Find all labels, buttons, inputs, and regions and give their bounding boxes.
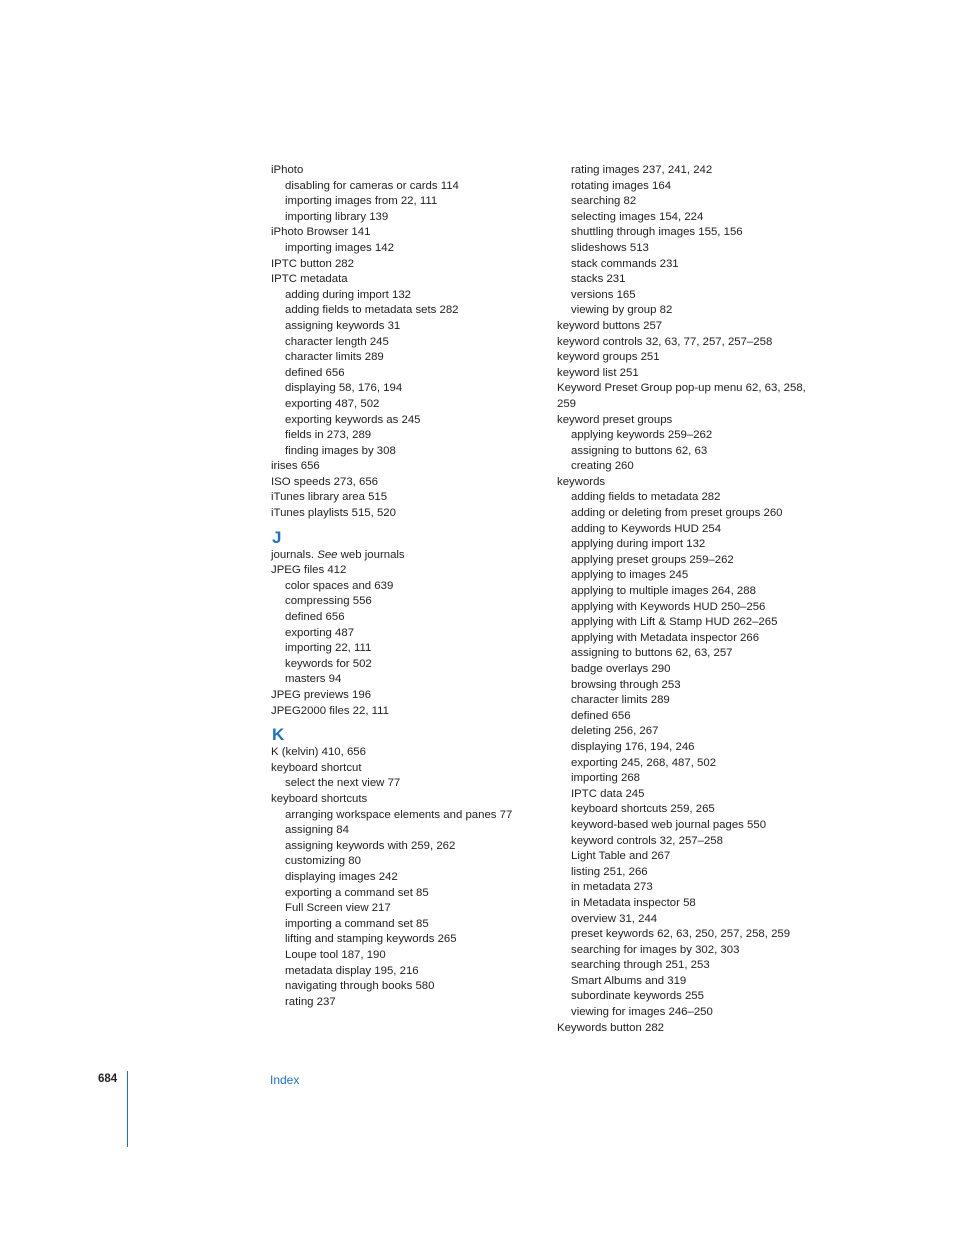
index-entry: iTunes library area 515 <box>271 491 388 504</box>
index-subentry: preset keywords 62, 63, 250, 257, 258, 259 <box>571 928 791 941</box>
index-subentry: subordinate keywords 255 <box>571 990 704 1003</box>
index-subentry: importing a command set 85 <box>285 917 429 930</box>
index-entry: irises 656 <box>271 460 320 473</box>
index-subentry: defined 656 <box>571 709 631 722</box>
index-subentry: disabling for cameras or cards 114 <box>285 179 459 192</box>
index-entry: keyword buttons 257 <box>557 319 663 332</box>
index-entry: keyword controls 32, 63, 77, 257, 257–258 <box>557 335 773 348</box>
index-subentry: metadata display 195, 216 <box>285 964 419 977</box>
index-subentry: applying with Lift & Stamp HUD 262–265 <box>571 616 778 629</box>
index-subentry: Smart Albums and 319 <box>571 974 687 987</box>
index-subentry: importing library 139 <box>285 210 389 223</box>
index-subentry: masters 94 <box>285 673 342 686</box>
index-subentry: keyboard shortcuts 259, 265 <box>571 803 715 816</box>
index-entry: JPEG files 412 <box>271 564 347 577</box>
index-entry: keyboard shortcuts <box>271 792 368 805</box>
index-entry: JPEG2000 files 22, 111 <box>271 704 389 717</box>
index-subentry: stacks 231 <box>571 273 626 286</box>
footer-divider <box>127 1071 128 1147</box>
index-subentry: applying with Metadata inspector 266 <box>571 631 760 644</box>
index-subentry: creating 260 <box>571 460 634 473</box>
index-entry: keyword list 251 <box>557 366 639 379</box>
index-subentry: overview 31, 244 <box>571 912 658 925</box>
index-subentry: defined 656 <box>285 611 345 624</box>
index-column-right <box>557 163 827 1036</box>
index-subentry: selecting images 154, 224 <box>571 210 704 223</box>
index-subentry: Light Table and 267 <box>571 850 671 863</box>
index-subentry: browsing through 253 <box>571 678 681 691</box>
index-subentry: arranging workspace elements and panes 77 <box>285 808 513 821</box>
index-subentry: exporting 487 <box>285 626 355 639</box>
index-subentry: rotating images 164 <box>571 179 672 192</box>
index-entry: JPEG previews 196 <box>271 689 372 701</box>
index-subentry: shuttling through images 155, 156 <box>571 226 743 239</box>
index-subentry: importing images from 22, 111 <box>285 195 438 208</box>
index-subentry: character length 245 <box>285 335 389 348</box>
index-entry: Keyword Preset Group pop-up menu 62, 63, 258, 259 <box>557 382 806 410</box>
index-entry: iPhoto Browser 141 <box>271 226 371 239</box>
index-subentry: searching 82 <box>571 195 637 208</box>
index-subentry: assigning keywords with 259, 262 <box>285 839 456 852</box>
index-subentry: keyword controls 32, 257–258 <box>571 834 723 847</box>
index-entry: IPTC metadata <box>271 273 348 286</box>
index-subentry: exporting keywords as 245 <box>285 413 421 426</box>
index-subentry: applying with Keywords HUD 250–256 <box>571 600 766 613</box>
index-subentry: lifting and stamping keywords 265 <box>285 933 457 946</box>
index-entry: IPTC button 282 <box>271 257 354 270</box>
index-subentry: assigning keywords 31 <box>285 319 401 332</box>
index-subentry: compressing 556 <box>285 595 372 608</box>
index-subentry: navigating through books 580 <box>285 980 435 993</box>
index-subentry: searching through 251, 253 <box>571 959 710 972</box>
index-subentry: in metadata 273 <box>571 881 653 894</box>
index-subentry: adding during import 132 <box>285 288 412 301</box>
index-subentry: fields in 273, 289 <box>285 429 372 442</box>
index-subentry: applying during import 132 <box>571 538 706 551</box>
index-subentry: keyword-based web journal pages 550 <box>571 818 767 831</box>
index-subentry: exporting 245, 268, 487, 502 <box>571 756 717 769</box>
footer-section-label: Index <box>270 1073 300 1087</box>
index-subentry: searching for images by 302, 303 <box>571 943 740 956</box>
index-subentry: Loupe tool 187, 190 <box>285 948 386 961</box>
index-subentry: adding fields to metadata sets 282 <box>285 304 459 317</box>
index-subentry: in Metadata inspector 58 <box>571 896 696 909</box>
index-entry: journals. See web journals <box>271 548 405 561</box>
index-subentry: color spaces and 639 <box>285 579 394 592</box>
index-subentry: viewing by group 82 <box>571 304 673 317</box>
index-subentry: character limits 289 <box>285 351 384 364</box>
index-subentry: rating 237 <box>285 995 336 1008</box>
index-subentry: displaying 58, 176, 194 <box>285 382 403 395</box>
index-subentry: importing 268 <box>571 772 641 785</box>
index-subentry: keywords for 502 <box>285 657 372 670</box>
index-subentry: applying keywords 259–262 <box>571 429 713 442</box>
index-subentry: assigning to buttons 62, 63 <box>571 444 708 457</box>
index-subentry: displaying 176, 194, 246 <box>571 740 695 753</box>
index-subentry: slideshows 513 <box>571 241 649 254</box>
index-subentry: IPTC data 245 <box>571 787 645 800</box>
index-subentry: adding to Keywords HUD 254 <box>571 522 722 535</box>
page-number: 684 <box>98 1073 118 1085</box>
index-subentry: versions 165 <box>571 288 636 301</box>
index-subentry: rating images 237, 241, 242 <box>571 164 713 176</box>
index-subentry: applying preset groups 259–262 <box>571 553 734 566</box>
index-entry: iPhoto <box>271 164 304 176</box>
index-entry: keyboard shortcut <box>271 761 362 774</box>
index-subentry: applying to multiple images 264, 288 <box>571 585 756 598</box>
index-entry: keywords <box>557 475 606 488</box>
index-subentry: finding images by 308 <box>285 444 396 457</box>
index-subentry: assigning 84 <box>285 824 349 837</box>
index-entry: K (kelvin) 410, 656 <box>271 746 366 759</box>
index-entry: keyword groups 251 <box>557 351 660 364</box>
index-letter-heading: K <box>272 725 285 745</box>
index-subentry: deleting 256, 267 <box>571 725 659 738</box>
index-column-left <box>271 163 541 1010</box>
index-subentry: importing 22, 111 <box>285 642 372 655</box>
index-entry: Keywords button 282 <box>557 1021 665 1034</box>
index-subentry: adding fields to metadata 282 <box>571 491 721 504</box>
index-subentry: select the next view 77 <box>285 777 401 790</box>
index-subentry: Full Screen view 217 <box>285 902 391 915</box>
index-entry: iTunes playlists 515, 520 <box>271 507 396 520</box>
index-subentry: exporting a command set 85 <box>285 886 429 899</box>
index-subentry: listing 251, 266 <box>571 865 648 878</box>
index-subentry: stack commands 231 <box>571 257 679 270</box>
index-subentry: adding or deleting from preset groups 260 <box>571 507 783 520</box>
index-subentry: assigning to buttons 62, 63, 257 <box>571 647 733 660</box>
index-letter-heading: J <box>272 527 282 547</box>
index-subentry: customizing 80 <box>285 855 361 868</box>
index-subentry: defined 656 <box>285 366 345 379</box>
index-entry: ISO speeds 273, 656 <box>271 475 379 488</box>
index-subentry: character limits 289 <box>571 694 670 707</box>
index-subentry: viewing for images 246–250 <box>571 1006 713 1019</box>
index-subentry: badge overlays 290 <box>571 663 671 675</box>
index-entry: keyword preset groups <box>557 413 673 426</box>
index-subentry: exporting 487, 502 <box>285 397 380 410</box>
index-subentry: importing images 142 <box>285 241 394 254</box>
index-subentry: displaying images 242 <box>285 870 398 883</box>
index-subentry: applying to images 245 <box>571 569 689 582</box>
